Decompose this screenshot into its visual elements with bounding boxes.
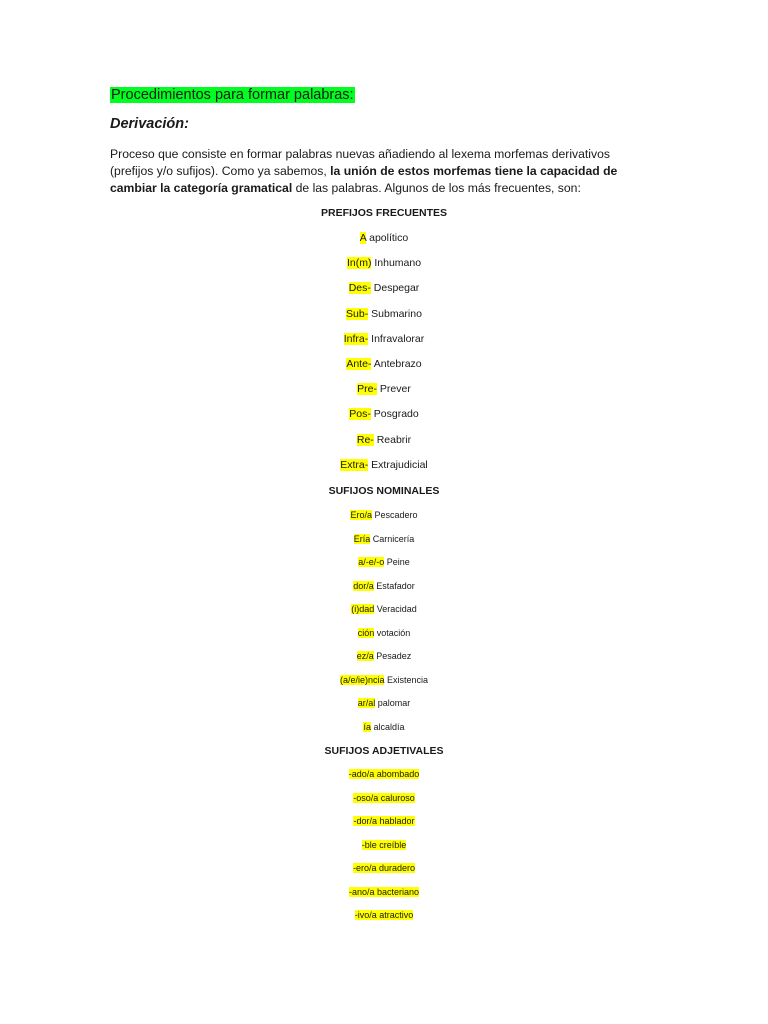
affix-example: -ero/a duradero — [352, 863, 416, 873]
affix: Sub- — [346, 307, 369, 320]
affix: Pos- — [349, 408, 371, 421]
intro-text-end: de las palabras. Algunos de los más frecuentes, son: — [292, 181, 581, 195]
affix: ar/al — [357, 698, 376, 708]
affix-example: -ado/a abombado — [348, 769, 420, 779]
example-word: Submarino — [371, 307, 422, 320]
example-word: palomar — [377, 698, 411, 708]
affix: In(m) — [346, 257, 372, 270]
affix: a/-e/-o — [358, 557, 385, 567]
example-word: Prever — [379, 383, 411, 396]
intro-paragraph — [110, 146, 650, 197]
example-word: Pesadez — [376, 651, 412, 661]
list-item — [0, 232, 768, 244]
affix-example: -ano/a bacteriano — [348, 886, 420, 897]
list-item — [0, 257, 768, 269]
affix-example: -dor/a hablador — [353, 816, 415, 826]
affix: ía — [363, 721, 371, 732]
list-item — [0, 675, 768, 685]
example-word: Despegar — [373, 282, 420, 295]
list-item — [0, 698, 768, 708]
list-item — [0, 581, 768, 591]
affix: Ería — [353, 533, 371, 544]
list-item — [0, 434, 768, 446]
affix: Re- — [356, 433, 374, 446]
intro-text: Proceso que consiste en formar palabras nuevas añadiendo al lexema morfemas derivativos (prefijos y/o sufijos). Como ya sabemos, — [110, 147, 610, 178]
affix: Ero/a — [350, 510, 372, 520]
list-item — [0, 358, 768, 370]
example-word: Inhumano — [374, 257, 422, 270]
list-item — [0, 628, 768, 638]
list-item — [0, 459, 768, 471]
sufijos-nominales-heading: SUFIJOS NOMINALES — [328, 485, 440, 497]
example-word: Existencia — [387, 674, 429, 685]
list-item — [0, 383, 768, 395]
list-item — [0, 863, 768, 873]
affix: ción — [357, 627, 375, 638]
list-item — [0, 793, 768, 803]
example-word: Reabrir — [376, 433, 412, 446]
example-word: Estafador — [376, 580, 415, 591]
affix: Des- — [348, 282, 371, 295]
list-item — [0, 557, 768, 567]
example-word: Carnicería — [372, 533, 415, 544]
list-item — [0, 408, 768, 420]
example-word: alcaldía — [373, 721, 405, 732]
list-item — [0, 604, 768, 614]
affix: ez/a — [356, 651, 374, 661]
prefijos-heading: PREFIJOS FRECUENTES — [320, 207, 448, 219]
example-word: Pescadero — [374, 510, 418, 520]
list-item — [0, 308, 768, 320]
list-item — [0, 333, 768, 345]
affix: A — [359, 232, 367, 244]
affix: Infra- — [343, 332, 369, 345]
list-item — [0, 840, 768, 850]
affix: (i)dad — [351, 604, 375, 614]
list-item — [0, 816, 768, 826]
affix-example: -ivo/a atractivo — [354, 910, 414, 920]
example-word: Infravalorar — [371, 332, 425, 345]
list-item — [0, 910, 768, 920]
example-word: Veracidad — [376, 604, 417, 614]
list-item — [0, 651, 768, 661]
sufijos-adjetivales-heading: SUFIJOS ADJETIVALES — [324, 745, 444, 757]
affix: (a/e/ie)ncia — [339, 674, 385, 685]
list-item — [0, 769, 768, 779]
list-item — [0, 722, 768, 732]
example-word: Antebrazo — [373, 358, 422, 370]
list-item — [0, 282, 768, 294]
affix: Pre- — [357, 383, 377, 396]
example-word: apolítico — [369, 232, 409, 244]
affix: Ante- — [346, 358, 372, 370]
affix: dor/a — [353, 580, 374, 591]
example-word: Extrajudicial — [371, 458, 428, 471]
list-item — [0, 887, 768, 897]
example-word: Peine — [386, 557, 410, 567]
example-word: Posgrado — [373, 408, 419, 421]
example-word: votación — [376, 627, 411, 638]
document-title: Procedimientos para formar palabras: — [111, 87, 354, 103]
intro-bold-text: la unión de estos morfemas tiene la capacidad de cambiar la categoría gramatical — [110, 164, 618, 195]
list-item — [0, 510, 768, 520]
affix: Extra- — [340, 458, 369, 471]
list-item — [0, 534, 768, 544]
affix-example: -oso/a caluroso — [353, 792, 415, 803]
affix-example: -ble creíble — [361, 839, 407, 850]
section-heading: Derivación: — [110, 116, 189, 132]
